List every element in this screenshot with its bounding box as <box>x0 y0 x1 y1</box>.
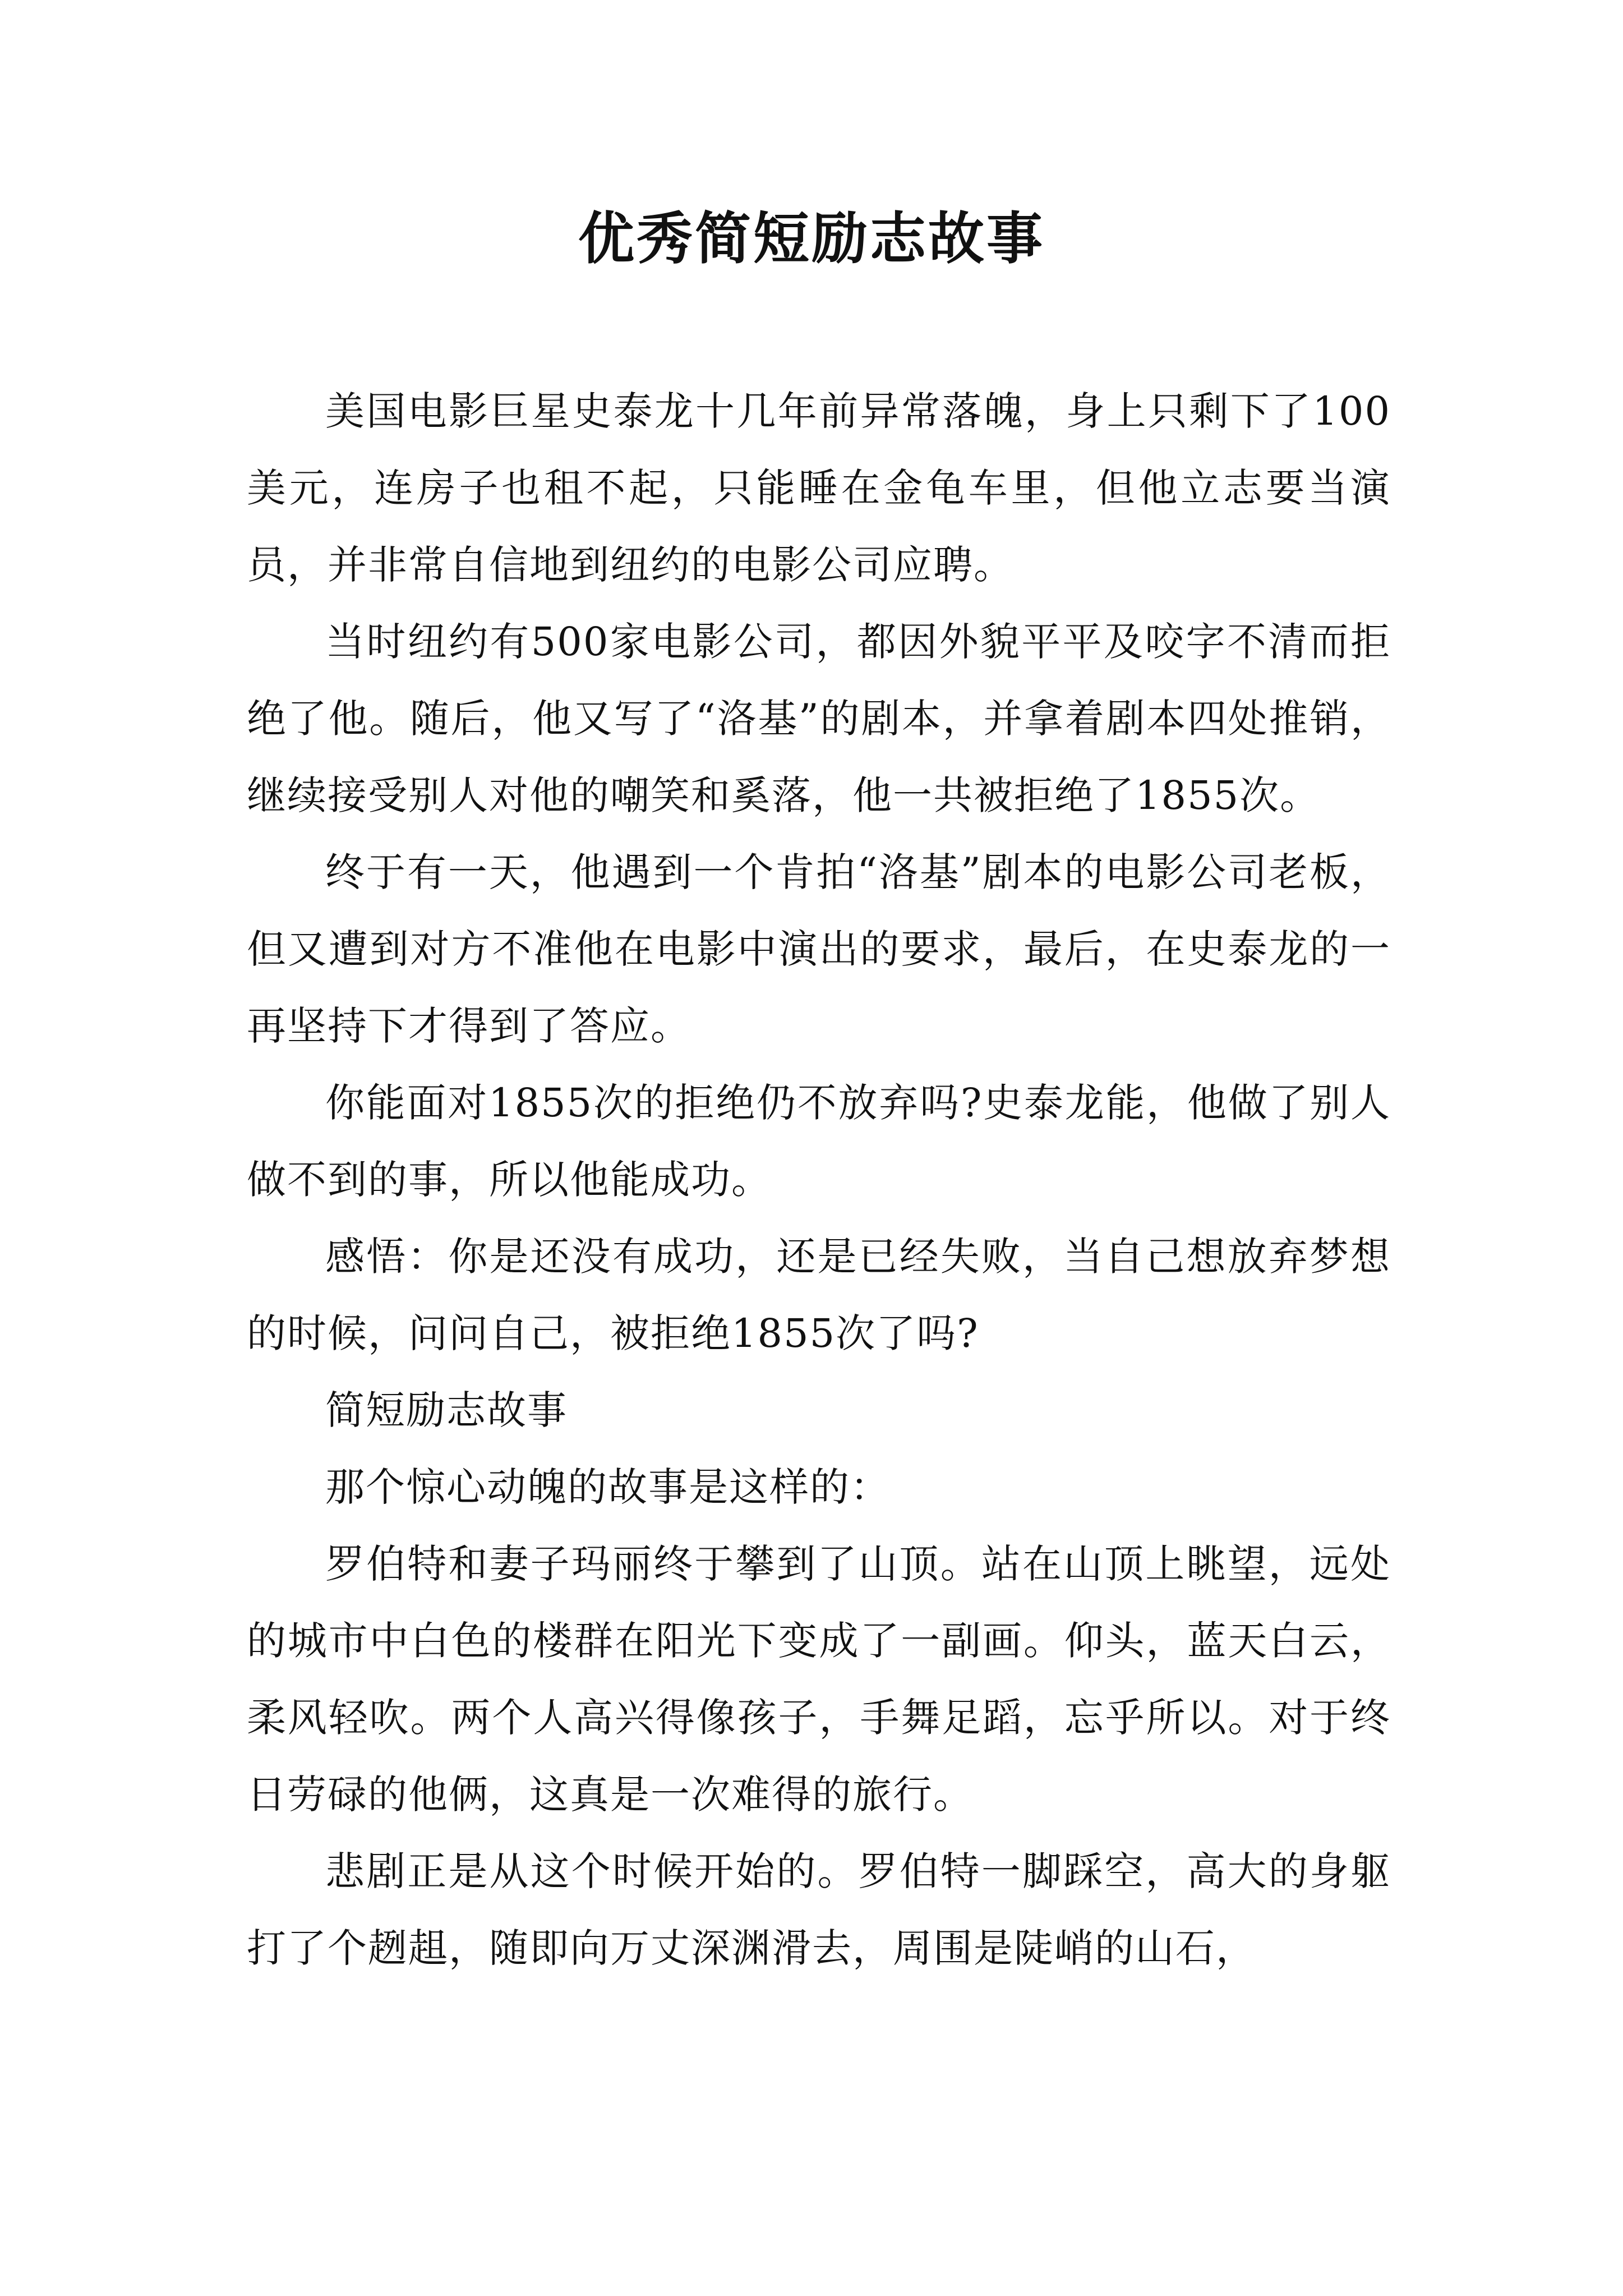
paragraph-4: 你能面对1855次的拒绝仍不放弃吗?史泰龙能，他做了别人做不到的事，所以他能成功。 <box>247 1080 1391 1203</box>
paragraph-6: 那个惊心动魄的故事是这样的： <box>325 1464 891 1510</box>
paragraph-2: 当时纽约有500家电影公司，都因外貌平平及咬字不清而拒绝了他。随后，他又写了“洛基”的剧本，并拿着剧本四处推销，继续接受别人对他的嘲笑和奚落，他一共被拒绝了1855次。 <box>247 619 1391 818</box>
section-heading: 简短励志故事 <box>325 1387 568 1433</box>
document-title: 优秀简短励志故事 <box>578 205 1045 272</box>
paragraph-1: 美国电影巨星史泰龙十几年前异常落魄，身上只剩下了100美元，连房子也租不起，只能睡在金龟车里，但他立志要当演员，并非常自信地到纽约的电影公司应聘。 <box>247 388 1391 588</box>
document-body <box>247 373 1391 1987</box>
paragraph-5: 感悟：你是还没有成功，还是已经失败，当自己想放弃梦想的时候，问问自己，被拒绝1855次了吗? <box>247 1234 1391 1356</box>
paragraph-3: 终于有一天，他遇到一个肯拍“洛基”剧本的电影公司老板，但又遭到对方不准他在电影中演出的要求，最后，在史泰龙的一再坚持下才得到了答应。 <box>247 849 1391 1049</box>
paragraph-7: 罗伯特和妻子玛丽终于攀到了山顶。站在山顶上眺望，远处的城市中白色的楼群在阳光下变成了一副画。仰头，蓝天白云，柔风轻吹。两个人高兴得像孩子，手舞足蹈，忘乎所以。对于终日劳碌的他俩，这真是一次难得的旅行。 <box>247 1541 1391 1818</box>
paragraph-8: 悲剧正是从这个时候开始的。罗伯特一脚踩空，高大的身躯打了个趔趄，随即向万丈深渊滑去，周围是陡峭的山石， <box>247 1848 1391 1971</box>
